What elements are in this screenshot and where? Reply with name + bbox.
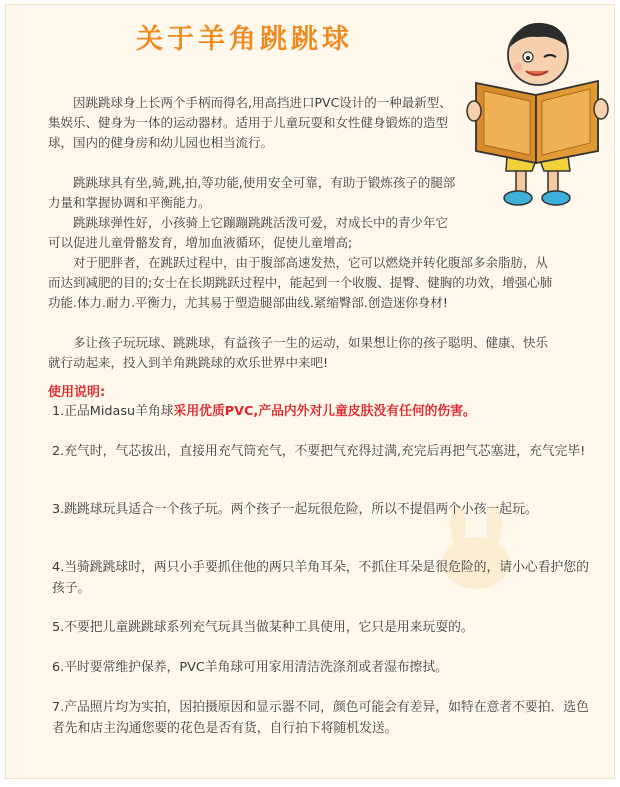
intro-paragraph-5: 多让孩子玩玩球、跳跳球，有益孩子一生的运动，如果想让你的孩子聪明、健康、快乐就行动起来，投入到羊角跳跳球的欢乐世界中来吧!: [48, 335, 549, 370]
instruction-item-3: 3.跳跳球玩具适合一个孩子玩。两个孩子一起玩很危险，所以不提倡两个小孩一起玩。: [52, 502, 538, 517]
instruction-item-1: [52, 401, 592, 422]
product-info-card: [5, 4, 615, 779]
mascot-reading-book-illustration: [458, 13, 618, 213]
intro-paragraph-2: 跳跳球具有坐,骑,跳,拍,等功能,使用安全可靠，有助于锻炼孩子的腿部力量和掌握协调和平衡能力。: [48, 175, 456, 210]
intro-paragraph-1: 因跳跳球身上长两个手柄而得名,用高挡进口PVC设计的一种最新型、集娱乐、健身为一体的运动器材。适用于儿童玩耍和女性健身锻炼的造型球，国内的健身房和幼儿园也相当流行。: [48, 95, 452, 150]
page-title: 关于羊角跳跳球: [136, 24, 353, 55]
intro-paragraph-4: 对于肥胖者，在跳跃过程中，由于腹部高速发热，它可以燃烧并转化腹部多余脂肪，从而达到减肥的目的;女士在长期跳跃过程中，能起到一个收腹、提臀、健胸的功效，增强心肺功能.体力.耐力.平衡力，尤其易于塑造腿部曲线.紧缩臀部.创造迷你身材!: [48, 255, 553, 310]
instruction-1-highlight: 采用优质PVC,产品内外对儿童皮肤没有任何的伤害。: [173, 404, 476, 419]
instruction-item-5: 5.不要把儿童跳跳球系列充气玩具当做某种工具使用，它只是用来玩耍的。: [52, 620, 474, 635]
intro-paragraph-3: 跳跳球弹性好，小孩骑上它蹦蹦跳跳活泼可爱，对成长中的青少年它可以促进儿童骨骼发育，增加血液循环，促使儿童增高;: [48, 215, 449, 250]
instruction-item-7: 7.产品照片均为实拍，因拍摄原因和显示器不同，颜色可能会有差异，如特在意者不要拍．选色者先和店主沟通您要的花色是否有货，自行拍下将随机发送。: [52, 700, 589, 736]
instruction-item-6: 6.平时要常维护保养，PVC羊角球可用家用清洁洗涤剂或者湿布擦拭。: [52, 660, 448, 675]
usage-instructions-heading: 使用说明:: [48, 385, 106, 400]
instruction-item-2: 2.充气时，气芯拔出，直接用充气筒充气，不要把气充得过满,充完后再把气芯塞进，充气完毕!: [52, 444, 586, 459]
instruction-item-4: 4.当骑跳跳球时，两只小手要抓住他的两只羊角耳朵，不抓住耳朵是很危险的，请小心看护您的孩子。: [52, 560, 589, 596]
instruction-1-prefix: 1.正品Midasu羊角球: [52, 404, 174, 419]
